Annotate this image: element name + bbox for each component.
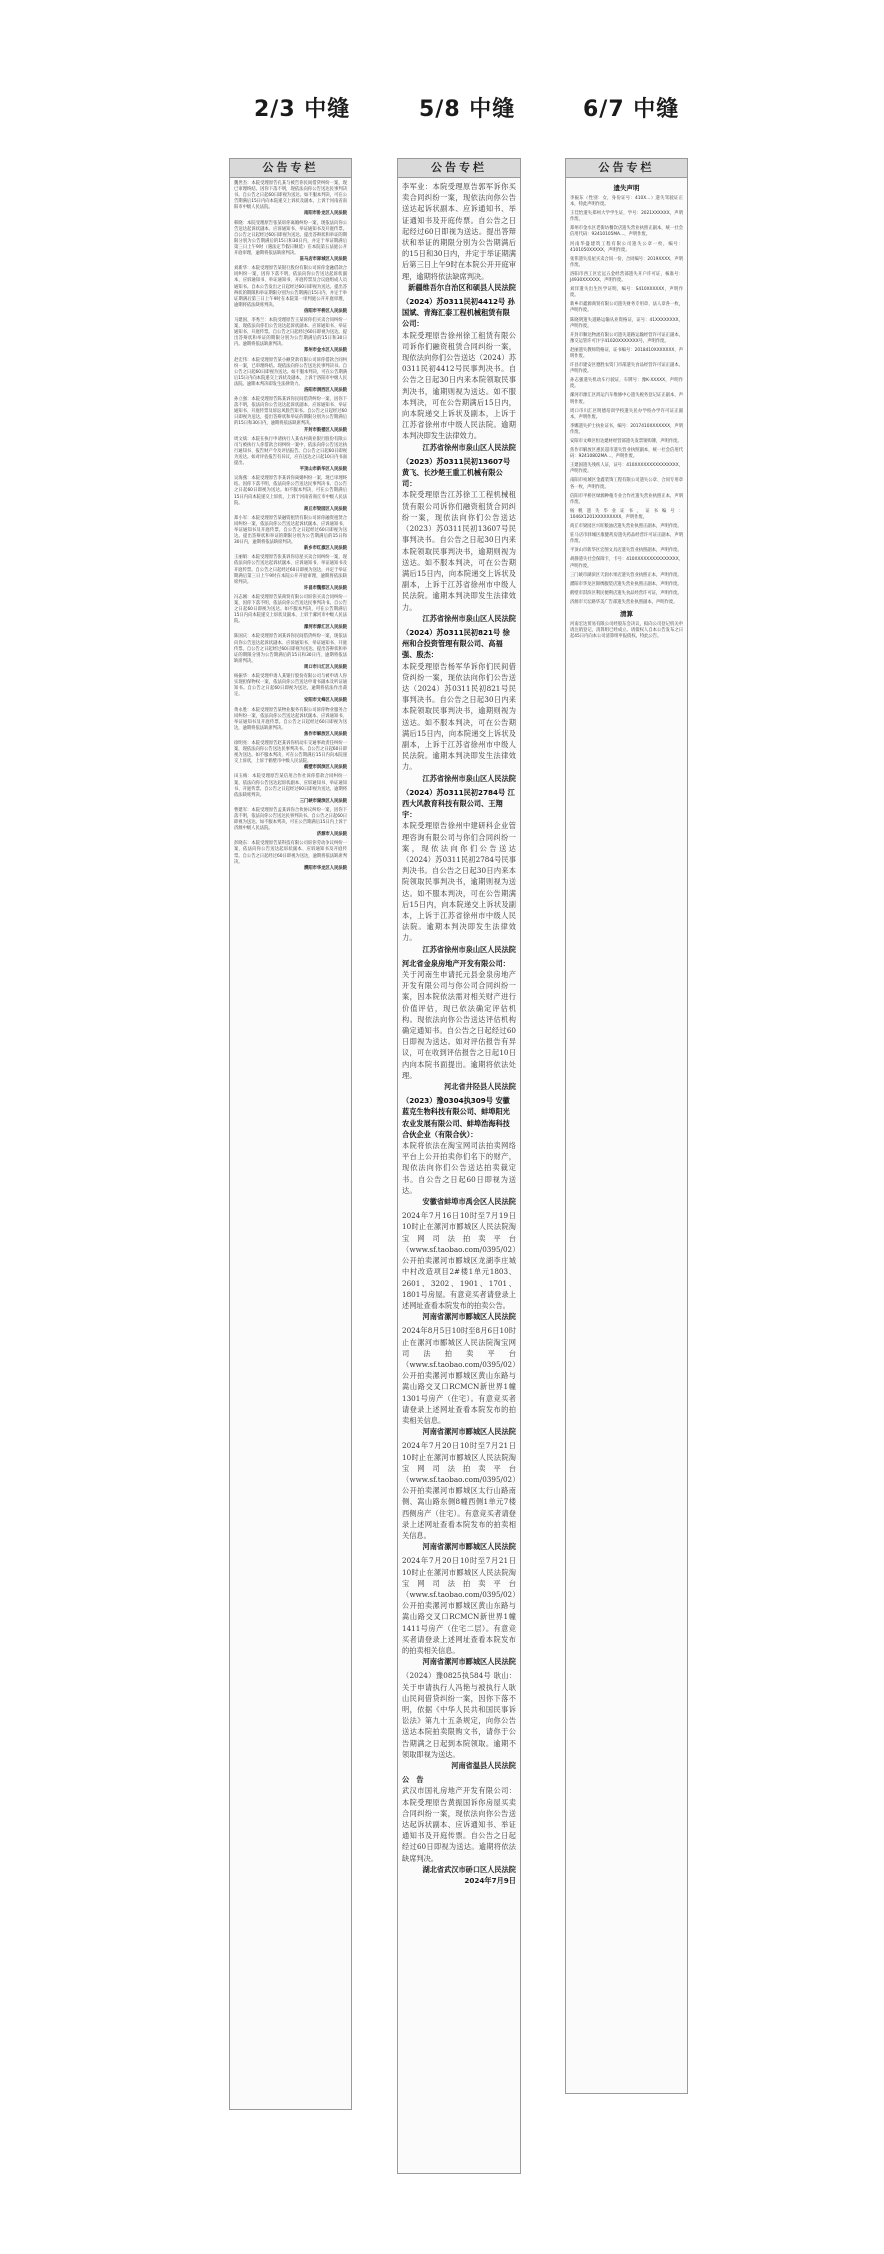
notice-text: 冯志刚：本院受理原告某商贸有限公司诉你买卖合同纠纷一案，因你下落不明，依法向你公告送达民事判决书。自公告之日起60日即视为送达。如不服本判决，可在公告期满后15日内向本院递交上诉状及副本，上诉于漯河市中级人民法院。 — [234, 594, 347, 625]
notice-item — [570, 318, 683, 330]
notice-title: （2023）苏0311民初13607号 黄飞、长沙楚王重工机械有限公司： — [402, 456, 511, 489]
liquidation-header: 清算 — [620, 609, 633, 618]
notice-item — [570, 409, 683, 421]
notice-text: 王佳怡遗失郑州大学学生证，学号：2021XXXXXX，声明作废。 — [570, 211, 683, 223]
notice-item — [402, 1670, 516, 1771]
column-body — [398, 178, 520, 1892]
notice-text: 刘洋遗失出生医学证明，编号：S410XXXXXX，声明作废。 — [570, 287, 683, 299]
notice-text: 许昌市建安区德胜农资门市部遗失食品经营许可证正副本，声明作废。 — [570, 363, 683, 375]
notice-court: 信阳市平桥区人民法院 — [304, 308, 347, 314]
notice-text: （2024）豫0825执584号 耿山：关于申请执行人冯艳与被执行人耿山民间借贷纠纷一案，因你下落不明，依据《中华人民共和国民事诉讼法》第九十五条规定，向你公告送达本院拍卖限购文书，请你于公告期满之日起到本院领取。逾期不领取即视为送达。 — [402, 1671, 516, 1759]
notice-text: 商丘市梁园区兴旺粮油店遗失营业执照正副本，声明作废。 — [570, 524, 682, 530]
liquidation-text: 河南宏达贸易有限公司经股东会决议，拟向公司登记机关申请注销登记，清算组已经成立。请债权人自本公告发布之日起45日内向本公司清算组申报债权。特此公告。 — [570, 621, 683, 640]
notice-item — [234, 221, 347, 264]
notice-item — [570, 448, 683, 460]
notice-text: 刘新华：本院受理原告某银行股份有限公司诉你金融借款合同纠纷一案，因你下落不明，依法向你公告送达起诉状副本、应诉通知书、举证通知书、开庭传票及合议庭组成人员通知书。自本公告发出之日起经过60日即视为送达。提出答辩状的期限和举证期限分别为公告期满后15日内，并定于举证期满后第三日上午9时在本院第一审判庭公开开庭审理，逾期将依法缺席判决。 — [234, 266, 347, 308]
notice-text: 王丽娟：本院受理原告张某诉你房屋买卖合同纠纷一案，现依法向你公告送达起诉状副本、应诉通知书、举证通知书及开庭传票。自公告之日起经过60日即视为送达，并定于举证期满后第三日上午9时在本院公开开庭审理，逾期将依法缺席判决。 — [234, 555, 347, 585]
notice-court: 安徽省蚌埠市禹会区人民法院 — [422, 1197, 516, 1207]
notice-item — [570, 363, 683, 375]
notice-item — [570, 393, 683, 405]
notice-item — [570, 533, 683, 545]
notice-item — [402, 296, 516, 453]
notice-court: 河南省温县人民法院 — [451, 1761, 516, 1771]
size-label-2-3: 2/3 中缝 — [254, 97, 351, 122]
notice-item — [234, 774, 347, 804]
notice-text: 陈国庆：本院受理原告刘某诉你民间借贷纠纷一案，现依法向你公告送达起诉状副本、应诉通知书、举证通知书、开庭传票。自公告之日起经过60日即视为送达。提出答辩状和举证的期限分别为公告期满后的15日和30日内，逾期将依法缺席判决。 — [234, 634, 347, 664]
notice-item — [570, 378, 683, 390]
notice-item — [234, 595, 347, 632]
notice-text: 南阳市宛城区金鑫装饰工程有限公司遗失公章、合同专用章各一枚，声明作废。 — [570, 478, 683, 490]
notice-text: 魏世杰：本院受理原告孔某与被告你民间借贷纠纷一案，现已审理终结。因你下落不明，现依法向你公告送达民事判决书。自公告之日起60日即视为送达。如不服本判决，可在公告期满后15日内向本院递交上诉状及副本，上诉于河南省南阳市中级人民法院。 — [234, 181, 347, 211]
notice-court: 新疆维吾尔自治区和硕县人民法院 — [408, 282, 516, 292]
notice-item — [402, 627, 516, 784]
notice-text: 本院受理原告徐州中建研科企业管理咨询有限公司与你们合同纠纷一案，现依法向你们公告送达（2024）苏0311民初2784号民事判决书。自公告之日起30日内来本院领取民事判决书，逾期则视为送达。如不服本判决，可在公告期满后15日内，向本院递交上诉状及副本，上诉于江苏省徐州市中级人民法院。逾期本判决即发生法律效力。 — [402, 821, 516, 943]
column-header: 公告专栏 — [398, 159, 520, 178]
notice-item — [570, 591, 683, 597]
size-label-5-8: 5/8 中缝 — [419, 97, 516, 122]
notice-item — [234, 266, 347, 315]
notice-item — [234, 358, 347, 395]
notice-text: 周文斌：本院在执行申请执行人某农村商业银行股份有限公司与被执行人你借款合同纠纷一案中，依法向你公告送达执行通知书、报告财产令及评估报告。自公告之日起60日即视为送达。如对评估报告有异议，应在送达之日起10日内书面提出。 — [234, 436, 347, 467]
notice-item — [402, 1440, 516, 1552]
notice-court: 河北省井陉县人民法院 — [444, 1082, 516, 1092]
notice-title: （2024）苏0311民初4412号 孙国斌、青海汇泰工程机械租赁有限公司： — [402, 297, 515, 329]
notice-item — [570, 524, 683, 530]
notice-text: 赵宏伟：本院受理原告某小额贷款有限公司诉你借款合同纠纷一案，已审理终结。现依法向你公告送达民事判决书。自公告之日起60日即视为送达。如不服本判决，可在公告期满后15日内向本院递交上诉状及副本，上诉于洛阳市中级人民法院。逾期本判决即发生法律效力。 — [234, 357, 347, 387]
notice-court: 周口市川汇区人民法院 — [304, 664, 347, 670]
notice-text: 王建国遗失残疾人证，证号：410XXXXXXXXXXXXXXX，声明作废。 — [570, 463, 683, 475]
notice-item — [570, 257, 683, 269]
notice-text: 新乡市鑫源商贸有限公司遗失财务专用章、法人章各一枚，声明作废。 — [570, 302, 683, 314]
notice-item — [402, 181, 516, 293]
notice-item — [570, 242, 683, 254]
notice-court: 商丘市梁园区人民法院 — [304, 506, 347, 512]
notice-item — [570, 439, 683, 445]
notice-item — [570, 333, 683, 345]
notice-text: 焦作市解放区惠民超市遗失营业执照副本，统一社会信用代码：92410802MA…，声明作废。 — [570, 448, 683, 460]
notice-text: 河南华盛建筑工程有限公司遗失公章一枚，编号：4101050XXXXX，声明作废。 — [570, 241, 683, 253]
notice-text: 赵丽遗失教师资格证，证书编号：2018410XXXXXXX，声明作废。 — [570, 347, 683, 359]
notice-item — [234, 674, 347, 704]
notice-text: 驻马店市驿城区康健药房遗失药品经营许可证正副本，声明作废。 — [570, 533, 683, 545]
notice-item — [234, 741, 347, 771]
notice-court: 济源市人民法院 — [316, 832, 347, 838]
notice-item — [570, 478, 683, 490]
notice-text: 郑小军：本院受理原告某融资租赁有限公司诉你融资租赁合同纠纷一案，依法向你公告送达起诉状副本、应诉通知书、举证通知书及开庭传票。自公告之日起经过60日即视为送达。提出答辩状和举证的期限分别为公告期满后的15日和30日内，逾期将依法缺席判决。 — [234, 515, 347, 546]
notice-text: 洛阳市西工区宏远五金经营部遗失开户许可证，核准号：J4930XXXXXX，声明作废。 — [570, 271, 683, 284]
notice-court: 河南省漯河市郾城区人民法院 — [422, 1427, 516, 1437]
notice-court: 驻马店市驿城区人民法院 — [299, 257, 347, 263]
notice-court: 濮阳市华龙区人民法院 — [304, 865, 347, 871]
notice-text: 徐明亮：本院受理原告赵某诉你机动车交通事故责任纠纷一案，现依法向你公告送达民事判决书。自公告之日起60日即视为送达。如不服本判决，可在公告期满后15日内向本院递交上诉状，上诉于鹤壁市中级人民法院。 — [234, 740, 347, 765]
notice-item — [570, 509, 683, 521]
notice-column-3 — [565, 158, 688, 2094]
notice-item — [234, 841, 347, 871]
notice-court: 鹤壁市淇滨区人民法院 — [304, 765, 347, 771]
notice-title: （2023）豫0304执309号 安徽蓝克生物科技有限公司、蚌埠阳光农业发展有限公司、蚌埠浩海科技合伙企业（有限合伙）： — [402, 1096, 510, 1139]
notice-item — [234, 808, 347, 838]
notice-text: 李娜遗失护士执业证书，编号：2017410XXXXXXX，声明作废。 — [570, 423, 683, 435]
notice-item — [570, 211, 683, 223]
notice-item — [402, 787, 516, 955]
notice-text: 彭晓东：本院受理原告某科技有限公司诉你劳动争议纠纷一案，依法向你公告送达起诉状副本、应诉通知书及开庭传票。自公告之日起经过60日即视为送达，逾期将依法缺席判决。 — [234, 841, 347, 865]
notice-item — [402, 1095, 516, 1207]
notice-item — [234, 437, 347, 474]
notice-text: 田玉梅：本院受理原告某信用合作社诉你借款合同纠纷一案，依法向你公告送达起诉状副本、应诉通知书、举证通知书、开庭传票。自公告之日起经过60日即视为送达，逾期将依法缺席判决。 — [234, 774, 347, 798]
column-body — [566, 178, 687, 643]
notice-item — [234, 397, 347, 434]
notice-court: 焦作市解放区人民法院 — [304, 731, 347, 737]
notice-item — [402, 1555, 516, 1667]
notice-text: 漯河市源汇区鸿运汽车维修中心遗失税务登记证正副本，声明作废。 — [570, 393, 683, 405]
notice-court: 安阳市文峰区人民法院 — [304, 698, 347, 704]
notice-title: （2024）苏0311民初2784号 江西大风教育科技有限公司、王翔宇： — [402, 787, 515, 820]
notice-text: 2024年7月20日10时至7月21日10时止在漯河市郾城区人民法院淘宝网司法拍卖平台（www.sf.taobao.com/0395/02）公开拍卖漯河市郾城区黄山东路与嵩山路交叉口RCMCN新世界1幢1411号房产（住宅二层）。有意竞买者请登录上述网址查看本院发布的拍卖相关信息。 — [402, 1556, 516, 1655]
notice-item — [570, 302, 683, 314]
notice-title: 公 告 — [402, 1775, 424, 1785]
notice-title: 河北省金泉房地产开发有限公司： — [402, 958, 510, 968]
notice-text: 濮阳市华龙区锦绣服装店遗失营业执照正副本，声明作废。 — [570, 581, 682, 587]
notice-item — [570, 196, 683, 208]
column-header: 公告专栏 — [566, 159, 687, 178]
notice-item — [234, 476, 347, 513]
notice-text: 开封市顺达物流有限公司遗失道路运输经营许可证正副本，豫交运管许可汴字41020XXXXXXX号，声明作废。 — [570, 332, 683, 344]
notice-court: 南阳市卧龙区人民法院 — [304, 211, 347, 217]
notice-text: 陈晓明遗失道路运输从业资格证，证号：41XXXXXXXX，声明作废。 — [570, 317, 683, 329]
notice-court: 江苏省徐州市泉山区人民法院 — [422, 613, 516, 623]
notice-text: 信阳市平桥区绿源种植专业合作社遗失营业执照正本，声明作废。 — [570, 493, 683, 505]
notice-text: 孙志强遗失机动车行驶证，车牌号：豫K·XXXXX，声明作废。 — [570, 378, 683, 390]
notice-item — [402, 1210, 516, 1322]
notice-text: 2024年8月5日10时至8月6日10时止在漯河市郾城区人民法院淘宝网司法拍卖平台（www.sf.taobao.com/0395/02）公开拍卖漯河市郾城区黄山东路与嵩山路交叉口RCMCN新世界1幢1301号房产（住宅）。有意竞买者请登录上述网址查看本院发布的拍卖相关信息。 — [402, 1326, 516, 1425]
notice-item — [570, 573, 683, 579]
notice-item — [570, 582, 683, 588]
notice-item — [570, 548, 683, 554]
notice-item — [570, 424, 683, 436]
notice-text: 孙立强：本院受理原告陈某诉你民间借贷纠纷一案，因你下落不明，依法向你公告送达起诉状副本、应诉通知书、举证通知书、开庭传票及诉讼风险告知书。自公告之日起经过60日即视为送达，提出答辩状和举证的期限分别为公告期满后的15日和30日内，逾期将依法缺席判决。 — [234, 397, 347, 427]
column-body — [230, 178, 351, 878]
notice-item — [570, 494, 683, 506]
notice-text: 韩晓：本院受理原告张某诉你离婚纠纷一案，现依法向你公告送达起诉状副本、应诉通知书、举证通知书及开庭传票。自公告之日起经过60日即视为送达。提出答辩状和举证的期限分别为公告期满后的15日和30日内，并定于举证期满后第三日上午9时（遇法定节假日顺延）在本院第五法庭公开开庭审理，逾期将依法缺席判决。 — [234, 220, 347, 257]
notice-text: 吴海燕：本院受理原告李某诉你离婚纠纷一案，现已审理终结。因你下落不明，依法向你公告送达民事判决书。自公告之日起60日即视为送达。如不服本判决，可在公告期满后15日内向本院递交上诉状，上诉于河南省商丘市中级人民法院。 — [234, 476, 347, 506]
notice-court: 洛阳市涧西区人民法院 — [304, 388, 347, 393]
notice-court: 湖北省武汉市硚口区人民法院 2024年7月9日 — [422, 1864, 516, 1886]
notice-text: 李军业：本院受理原告郭军诉你买卖合同纠纷一案，现依法向你公告送达起诉状副本、应诉通知书、举证通知书及开庭传票。自公告之日起经过60日即视为送达。提出答辩状和举证的期限分别为公告期满后的15日和30日内，并定于举证期满后第三日上午9时在本院公开开庭审理，逾期将依法缺席判决。 — [402, 182, 516, 281]
notice-court: 平顶山市新华区人民法院 — [299, 467, 347, 473]
notice-item — [402, 1774, 516, 1886]
notice-text: 李振东（性别：女，身份证号：410X…）遗失驾驶证正本，特此声明作废。 — [570, 196, 683, 208]
notice-item — [234, 634, 347, 671]
notice-text: 本院受理原告徐州徐工租赁有限公司诉你们融资租赁合同纠纷一案，现依法向你们公告送达（2024）苏0311民初4412号民事判决书。自公告之日起30日内来本院领取民事判决书，逾期则视为送达。如不服本判决，可在公告期满后15日内，向本院递交上诉状及副本，上诉于江苏省徐州市中级人民法院。逾期本判决即发生法律效力。 — [402, 330, 516, 441]
notice-item — [234, 181, 347, 218]
notice-text: 周口市川汇区明德培训学校遗失民办学校办学许可证正副本，声明作废。 — [570, 408, 683, 420]
notice-item — [570, 348, 683, 360]
notice-item — [402, 456, 516, 624]
notice-text: 黄永胜：本院受理原告某物业服务有限公司诉你物业服务合同纠纷一案，依法向你公告送达起诉状副本、应诉通知书、举证通知书及开庭传票。自公告之日起经过60日即视为送达，逾期将依法缺席判决。 — [234, 707, 347, 731]
notice-text: 杨帆遗失毕业证书，证书编号：1046X1201XXXXXXXXX，声明作废。 — [570, 508, 683, 520]
notice-court: 三门峡市湖滨区人民法院 — [299, 798, 347, 804]
notice-title: （2024）苏0311民初821号 徐州和合投资管理有限公司、高福强、殷杰： — [402, 627, 510, 660]
notice-text: 安阳市文峰区恒达建材经营部遗失发票领购簿，声明作废。 — [570, 439, 682, 444]
notice-court: 漯河市源汇区人民法院 — [304, 625, 347, 631]
lost-notice-header: 遗失声明 — [613, 184, 640, 192]
notice-item — [234, 555, 347, 592]
notice-court: 新乡市红旗区人民法院 — [304, 546, 347, 552]
notice-text: 2024年7月20日10时至7月21日10时止在漯河市郾城区人民法院淘宝网司法拍卖平台（www.sf.taobao.com/0395/02）公开拍卖漯河市郾城区太行山路南侧、嵩山路东侧8幢西侧1单元7楼西侧房产（住宅）。有意竞买者请登录上述网址查看本院发布的拍卖相关信息。 — [402, 1441, 516, 1540]
notice-item — [402, 1325, 516, 1437]
notice-text: 平顶山市新华区宏图文具店遗失营业执照副本，声明作废。 — [570, 548, 682, 554]
notice-text: 本院受理原告江苏徐工工程机械租赁有限公司诉你们融资租赁合同纠纷一案，现依法向你们公告送达（2023）苏0311民初13607号民事判决书。自公告之日起30日内来本院领取民事判决书，逾期则视为送达。如不服本判决，可在公告期满后15日内，向本院递交上诉状及副本，上诉于江苏省徐州市中级人民法院。逾期本判决即发生法律效力。 — [402, 490, 516, 612]
notice-text: 郑州市金水区老街坊餐饮店遗失营业执照正副本，统一社会信用代码：92410105MA…，声明作废。 — [570, 226, 683, 238]
notice-court: 江苏省徐州市泉山区人民法院 — [422, 442, 516, 452]
notice-text: 武汉市国礼房地产开发有限公司：本院受理原告黄振国诉你房屋买卖合同纠纷一案，现依法向你公告送达起诉状副本、应诉通知书、举证通知书及开庭传票。自公告之日起经过60日即视为送达。逾期将依法缺席判决。 — [402, 1786, 516, 1863]
notice-text: 关于河南生申请托元县金泉房地产开发有限公司与你公司合同纠纷一案，因本院依法需对相关财产进行价值评估，现已依法确定评估机构。现依法向你公告送达评估机构确定通知书。自公告之日起经过60日即视为送达。如对评估报告有异议，可在收到评估报告之日起10日内向本院书面提出。逾期将依法处理。 — [402, 970, 516, 1080]
notice-column-2 — [397, 158, 521, 2174]
notice-court: 河南省漯河市郾城区人民法院 — [422, 1312, 516, 1322]
notice-text: 本院将依法在淘宝网司法拍卖网络平台上公开拍卖你们名下的财产，现依法向你们公告送达拍卖裁定书。自公告之日起60日即视为送达。 — [402, 1141, 516, 1195]
notice-court: 江苏省徐州市泉山区人民法院 — [422, 944, 516, 954]
notice-item — [402, 958, 516, 1092]
notice-text: 马建国、李秀兰：本院受理原告王某诉你们买卖合同纠纷一案，现依法向你们公告送达起诉状副本、应诉通知书、举证通知书、开庭传票。自公告之日起经过60日即视为送达。提出答辩状和举证的期限分别为公告期满后的15日和30日内。逾期将依法缺席判决。 — [234, 317, 347, 348]
notice-item — [570, 272, 683, 284]
notice-court: 河南省漯河市郾城区人民法院 — [422, 1657, 516, 1667]
notice-text: 本院受理原告杨军华诉你们民间借贷纠纷一案，现依法向你们公告送达（2024）苏0311民初821号民事判决书。自公告之日起30日内来本院领取民事判决书，逾期则视为送达。如不服本判决，可在公告期满后15日内，向本院递交上诉状及副本，上诉于江苏省徐州市中级人民法院。逾期本判决即发生法律效力。 — [402, 661, 516, 772]
column-header: 公告专栏 — [230, 159, 351, 178]
notice-item — [570, 557, 683, 569]
notice-court: 郑州市金水区人民法院 — [304, 348, 347, 354]
notice-item — [570, 600, 683, 606]
notice-text: 三门峡市湖滨区天润水果店遗失营业执照正本，声明作废。 — [570, 572, 682, 578]
notice-item — [234, 708, 347, 738]
notice-item — [234, 318, 347, 355]
notice-text: 张伟遗失房屋买卖合同一份，合同编号：2019XXXX，声明作废。 — [570, 256, 683, 268]
notice-court: 许昌市魏都区人民法院 — [304, 585, 347, 591]
notice-item — [570, 287, 683, 299]
notice-text: 曹建军：本院受理原告孟某诉你合伙协议纠纷一案，因你下落不明，依法向你公告送达民事判决书。自公告之日起60日即视为送达。如不服本判决，可在公告期满后15日内上诉于济源中级人民法院。 — [234, 807, 347, 832]
notice-court: 河南省漯河市郾城区人民法院 — [422, 1542, 516, 1552]
notice-text: 杨振华：本院受理申请人某银行股份有限公司与被申请人你实现担保物权一案，依法向你公告送达申请书副本及听证通知书。自公告之日起60日即视为送达，逾期将依法作出裁定。 — [234, 674, 347, 698]
notice-court: 江苏省徐州市泉山区人民法院 — [422, 773, 516, 783]
notice-text: 济源市天坛路华美广告部遗失营业执照副本，声明作废。 — [570, 599, 678, 605]
notice-text: 胡静遗失社会保障卡，卡号：410XXXXXXXXXXXXXXX，声明作废。 — [570, 557, 683, 569]
notice-text: 2024年7月16日10时至7月19日10时止在漯河市郾城区人民法院淘宝网司法拍卖平台（www.sf.taobao.com/0395/02）公开拍卖漯河市郾城区龙湖李庄城中村改造项目2#楼1单元1803、2601、3202、1901、1701、1801号房屋。有意竞买者请登录上述网址查看本院发布的拍卖公告。 — [402, 1211, 516, 1310]
notice-item — [570, 226, 683, 238]
notice-item — [234, 516, 347, 553]
notice-column-1 — [229, 158, 352, 2110]
notice-court: 开封市鼓楼区人民法院 — [304, 427, 347, 433]
lost-notice-list — [570, 196, 683, 606]
notice-item — [570, 463, 683, 475]
size-label-6-7: 6/7 中缝 — [583, 97, 680, 122]
notice-text: 鹤壁市淇滨区利民便利店遗失食品经营许可证，声明作废。 — [570, 590, 682, 596]
